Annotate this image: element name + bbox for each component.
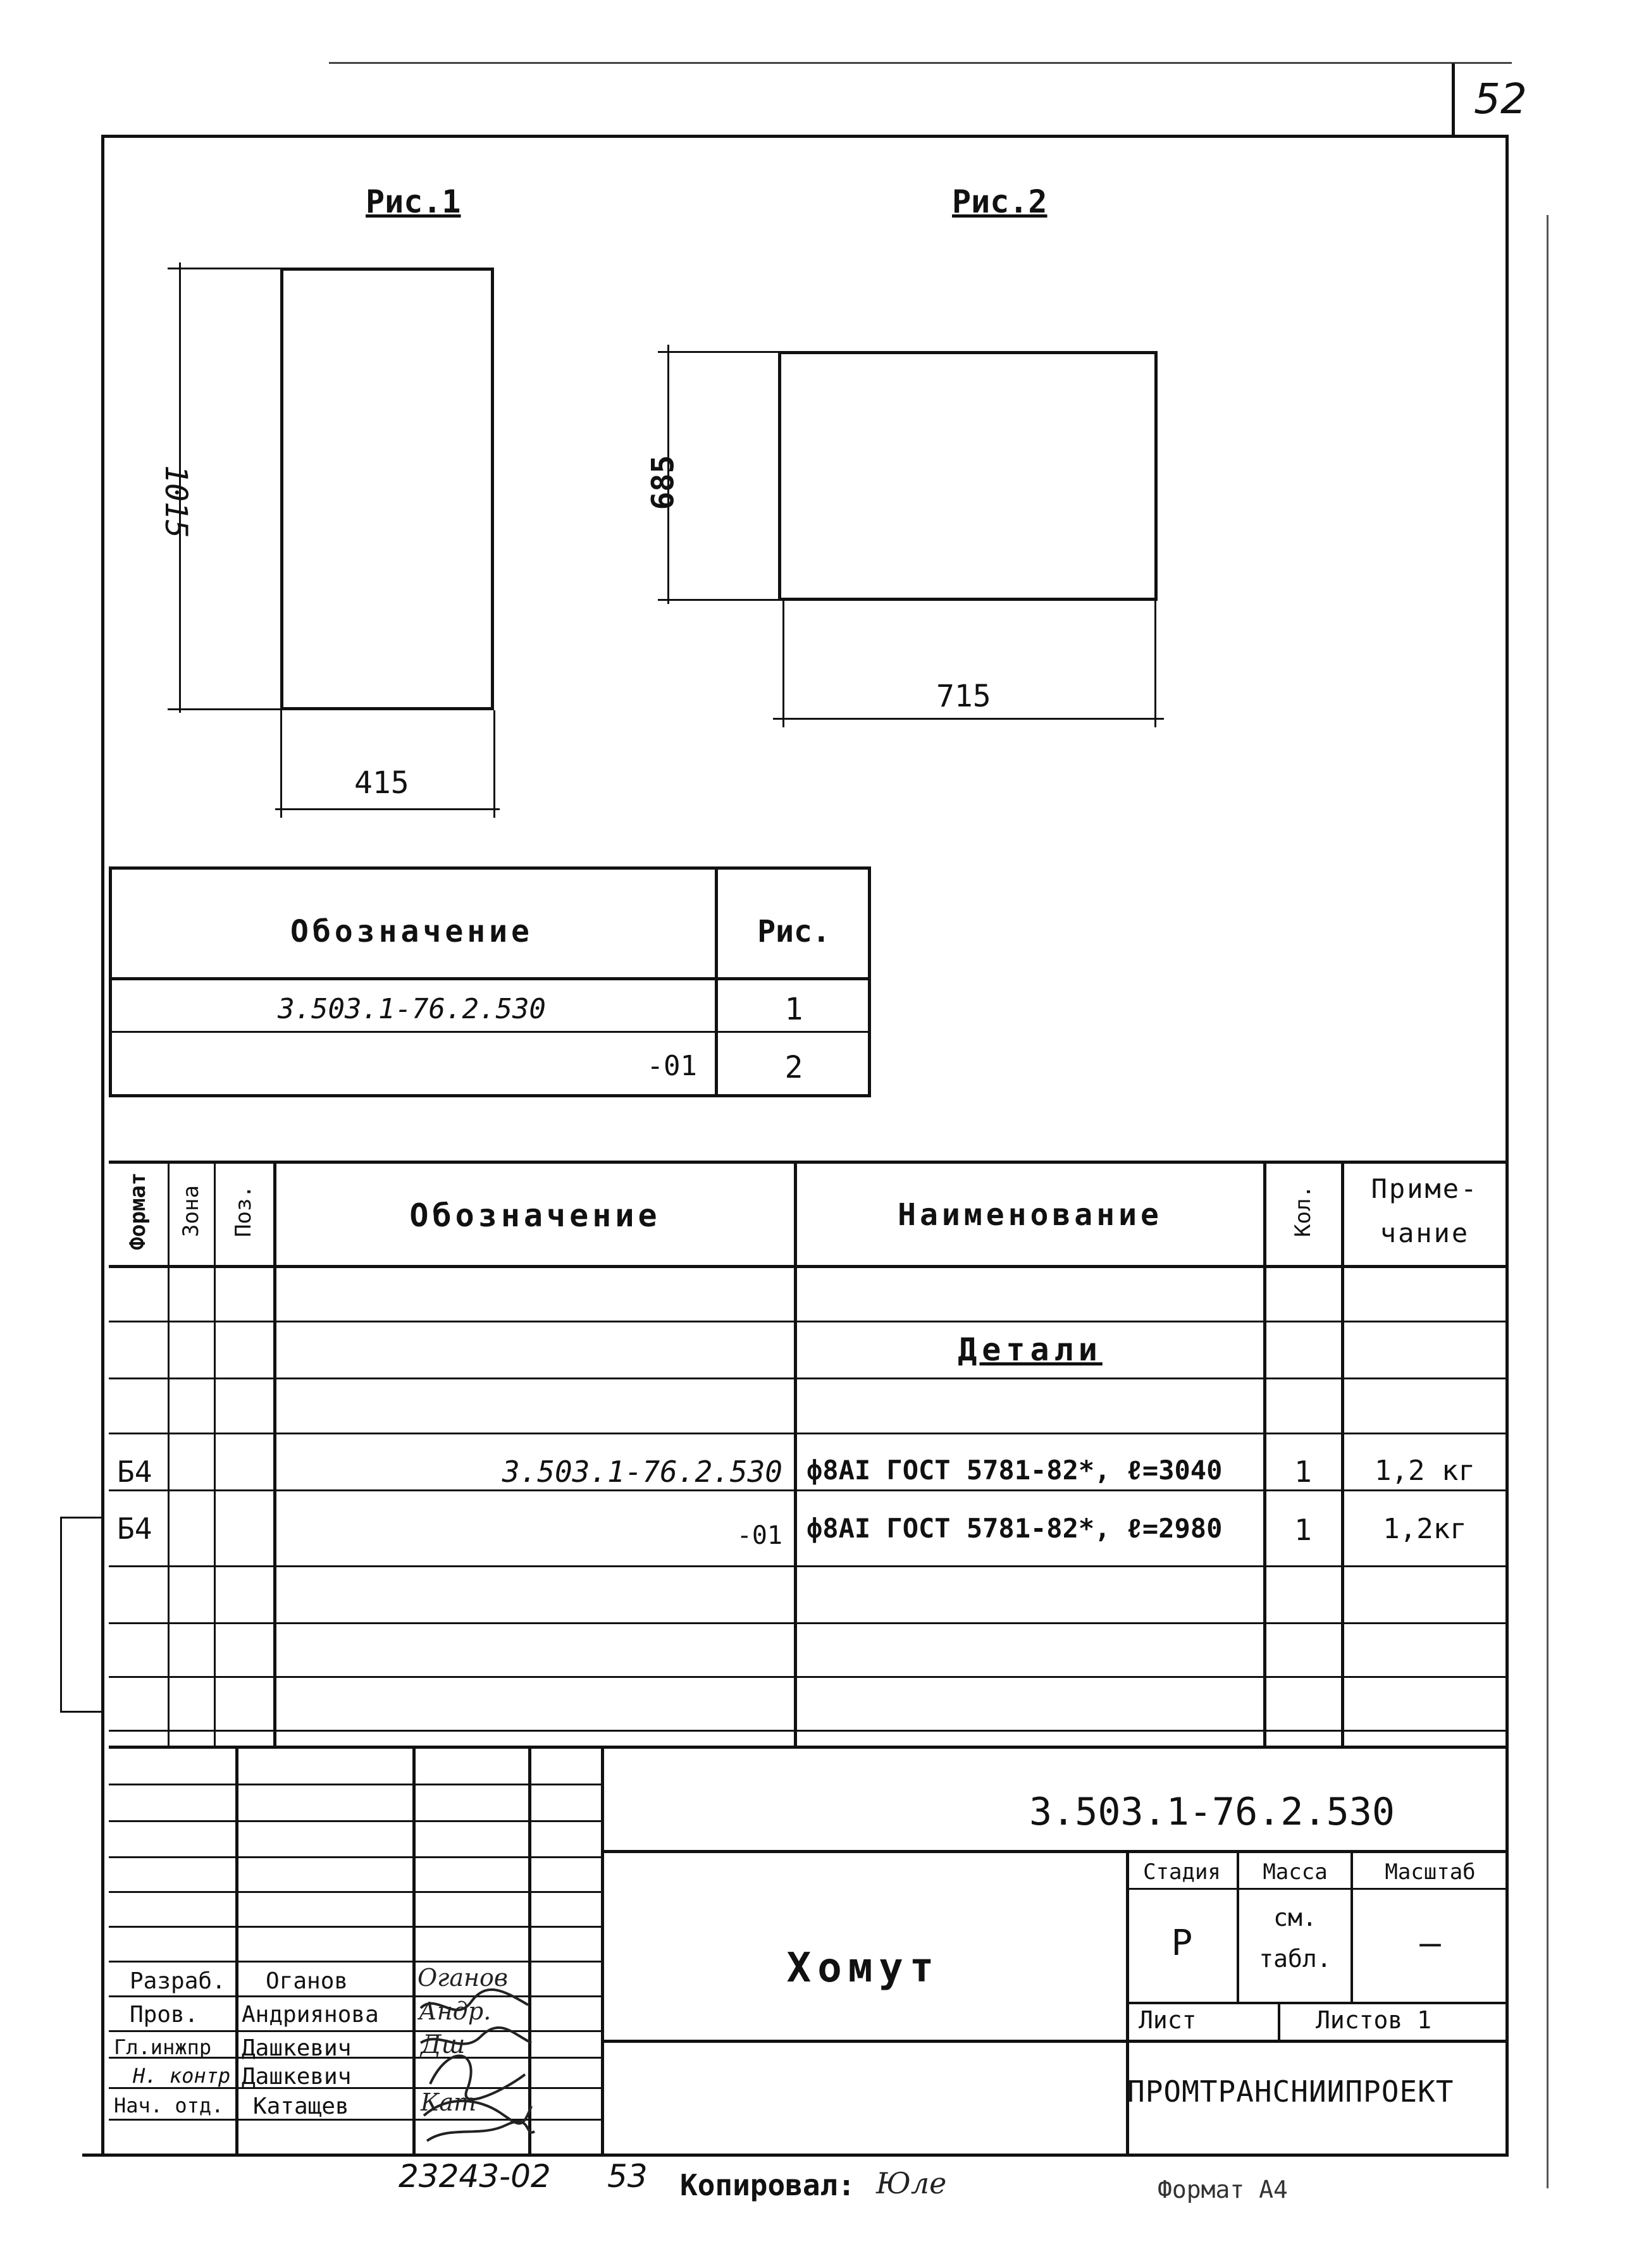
spec-header-note-line1: Приме- xyxy=(1371,1173,1479,1204)
sign-row5-signature: Кат xyxy=(421,2088,477,2116)
footer-format-label: Формат А4 xyxy=(1158,2176,1288,2203)
footer-copied-by: Юле xyxy=(876,2166,947,2200)
fig2-height-ext-bottom xyxy=(658,599,778,601)
sign-row2-signature: Андр. xyxy=(419,1997,491,2025)
signature-scribbles xyxy=(411,1948,538,2150)
spec-row-line xyxy=(109,1565,1507,1567)
mass-label: Масса xyxy=(1263,1859,1328,1885)
frame-left xyxy=(101,135,104,2155)
sign-row1-name: Оганов xyxy=(266,1968,349,1994)
variants-row2-designation: -01 xyxy=(646,1050,697,1082)
margin-bracket-bottom xyxy=(60,1711,104,1713)
fig2-height-value: 685 xyxy=(645,455,681,510)
spec-header-qty: Кол. xyxy=(1290,1185,1316,1237)
spec-row1-note: 1,2 кг xyxy=(1375,1455,1475,1487)
fig1-rectangle xyxy=(280,268,494,710)
spec-row2-designation: -01 xyxy=(736,1521,782,1550)
footer-copied-label: Копировал: xyxy=(680,2168,855,2202)
spec-row1-format: Б4 xyxy=(117,1455,152,1489)
fig2-width-dim-line xyxy=(773,718,1164,720)
spec-section-title: Детали xyxy=(958,1331,1103,1368)
spec-row-line xyxy=(109,1321,1507,1322)
fig1-title: Рис.1 xyxy=(366,183,461,220)
fig1-width-ext-left xyxy=(280,710,282,818)
fig2-height-ext-top xyxy=(658,351,778,353)
margin-bracket-side xyxy=(60,1517,62,1713)
spec-row-line xyxy=(109,1489,1507,1491)
variants-row2-fig: 2 xyxy=(784,1050,803,1085)
organization-name: ПРОМТРАНСНИИПРОЕКТ xyxy=(1127,2074,1454,2109)
spec-row2-format: Б4 xyxy=(117,1512,152,1546)
spec-row-line xyxy=(109,1377,1507,1379)
stage-value: Р xyxy=(1171,1923,1193,1964)
fig2-title: Рис.2 xyxy=(952,183,1048,220)
variants-header-designation: Обозначение xyxy=(290,914,533,949)
sign-row1-signature: Оганов xyxy=(417,1964,509,1992)
sign-row2-role: Пров. xyxy=(130,2002,199,2028)
scale-label: Масштаб xyxy=(1385,1859,1476,1885)
spec-col-line xyxy=(168,1161,170,1746)
variants-header-divider xyxy=(109,977,871,980)
sign-row4-name: Дашкевич xyxy=(242,2064,352,2090)
tb-grid-line xyxy=(109,1820,601,1822)
tb-code-divider xyxy=(601,1850,1507,1853)
spec-header-designation: Обозначение xyxy=(409,1197,661,1234)
fig1-width-value: 415 xyxy=(354,765,409,801)
fig1-height-value: 1015 xyxy=(158,465,194,538)
tb-grid-line xyxy=(109,1926,601,1928)
sheet-right-line xyxy=(1547,215,1549,2188)
sign-row2-name: Андриянова xyxy=(242,2002,379,2028)
spec-col-line xyxy=(214,1161,216,1746)
spec-row1-designation: 3.503.1-76.2.530 xyxy=(502,1455,782,1489)
tb-mass-col xyxy=(1351,1850,1353,2002)
spec-row2-qty: 1 xyxy=(1294,1513,1312,1547)
sheet-number: 52 xyxy=(1474,75,1527,123)
spec-header-zone: Зона xyxy=(178,1185,204,1237)
fig2-rectangle xyxy=(778,351,1158,601)
fig2-width-value: 715 xyxy=(936,679,991,714)
item-name: Хомут xyxy=(786,1945,941,1992)
spec-row2-note: 1,2кг xyxy=(1383,1513,1467,1545)
spec-row-line xyxy=(109,1433,1507,1434)
tb-sheet-col xyxy=(1278,2002,1280,2040)
variants-row1-designation: 3.503.1-76.2.530 xyxy=(278,993,546,1025)
sheet-label: Лист xyxy=(1139,2006,1197,2034)
footer-inventory: 23243-02 xyxy=(399,2158,551,2195)
tb-stage-header-line xyxy=(1126,1888,1507,1890)
spec-header-name: Наименование xyxy=(898,1197,1163,1233)
tb-name-bottom xyxy=(601,2040,1507,2043)
frame-bottom xyxy=(82,2154,1509,2157)
spec-row2-name: ф8AI ГОСТ 5781-82*, ℓ=2980 xyxy=(807,1513,1223,1544)
sign-row3-role: Гл.инжпр xyxy=(114,2035,212,2059)
spec-col-line xyxy=(273,1161,276,1746)
sheets-label: Листов 1 xyxy=(1316,2006,1432,2034)
sheet-top-line xyxy=(329,62,1512,64)
mass-value-line1: см. xyxy=(1273,1904,1317,1932)
fig1-width-ext-right xyxy=(493,710,495,818)
tb-sheet-line xyxy=(1126,2002,1507,2004)
fig1-height-ext-top xyxy=(168,268,280,269)
spec-row-line xyxy=(109,1676,1507,1678)
spec-row-line xyxy=(109,1730,1507,1732)
footer-page: 53 xyxy=(607,2158,648,2195)
sign-row5-role: Нач. отд. xyxy=(114,2093,224,2117)
sheet-number-box-left xyxy=(1452,63,1455,136)
sign-row3-signature: Дш xyxy=(421,2030,466,2059)
sign-row1-role: Разраб. xyxy=(130,1968,226,1994)
spec-row1-qty: 1 xyxy=(1294,1455,1312,1489)
tb-grid-line xyxy=(109,1856,601,1858)
scale-value: — xyxy=(1419,1923,1441,1964)
variants-row1-fig: 1 xyxy=(784,992,803,1027)
variants-header-fig: Рис. xyxy=(757,914,831,949)
spec-row-line xyxy=(109,1622,1507,1624)
tb-stage-col xyxy=(1237,1850,1239,2002)
stage-label: Стадия xyxy=(1143,1859,1221,1885)
spec-header-format: Формат xyxy=(125,1172,151,1250)
sign-row5-name: Катащев xyxy=(253,2093,349,2119)
spec-row1-name: ф8AI ГОСТ 5781-82*, ℓ=3040 xyxy=(807,1455,1223,1486)
fig1-width-dim-line xyxy=(275,808,500,810)
frame-top xyxy=(101,135,1509,138)
variants-row-divider xyxy=(109,1031,871,1033)
spec-header-pos: Поз. xyxy=(231,1185,256,1237)
mass-value-line2: табл. xyxy=(1259,1945,1332,1973)
tb-col-line xyxy=(235,1746,238,2154)
fig1-height-ext-bottom xyxy=(168,708,280,710)
tb-grid-line xyxy=(109,1784,601,1785)
margin-bracket-top xyxy=(60,1517,104,1519)
sign-row3-name: Дашкевич xyxy=(242,2035,352,2061)
fig2-width-ext-right xyxy=(1154,601,1156,727)
spec-header-note-line2: чание xyxy=(1380,1217,1470,1248)
spec-col-line xyxy=(1263,1161,1266,1746)
spec-col-line xyxy=(794,1161,797,1746)
title-block-top xyxy=(109,1746,1507,1749)
doc-code: 3.503.1-76.2.530 xyxy=(1029,1790,1395,1834)
tb-grid-line xyxy=(109,1891,601,1893)
fig2-width-ext-left xyxy=(782,601,784,727)
sign-row4-role: Н. контр xyxy=(133,2064,231,2088)
